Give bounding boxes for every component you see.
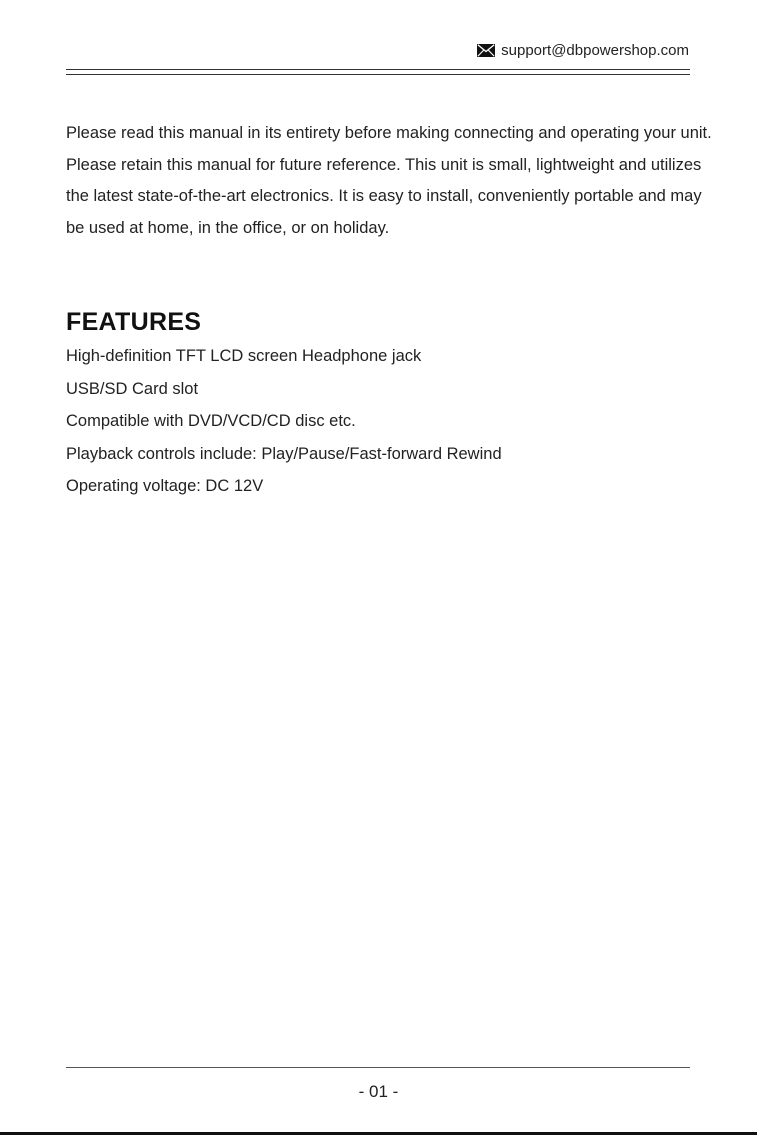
footer-divider	[66, 1067, 690, 1068]
feature-item: High-definition TFT LCD screen Headphone jack	[66, 347, 422, 365]
header-divider	[66, 69, 690, 75]
feature-item: Operating voltage: DC 12V	[66, 477, 264, 495]
features-list	[66, 340, 502, 503]
envelope-icon	[477, 44, 495, 57]
page-number: - 01 -	[358, 1082, 399, 1101]
feature-item: Playback controls include: Play/Pause/Fast-forward Rewind	[66, 444, 502, 463]
feature-item: Compatible with DVD/VCD/CD disc etc.	[66, 412, 356, 430]
feature-item: USB/SD Card slot	[66, 379, 199, 398]
page-header	[477, 42, 689, 59]
features-heading: FEATURES	[66, 308, 202, 336]
intro-paragraph: Please read this manual in its entirety before making connecting and operating your unit. Please retain this manual for future reference. This unit is small, lightweight and utilizes the latest state-of-the-art electronics. It is easy to install, conveniently portable and may be used at home, in the office, or on holiday.	[66, 124, 712, 237]
support-email: support@dbpowershop.com	[501, 42, 689, 59]
